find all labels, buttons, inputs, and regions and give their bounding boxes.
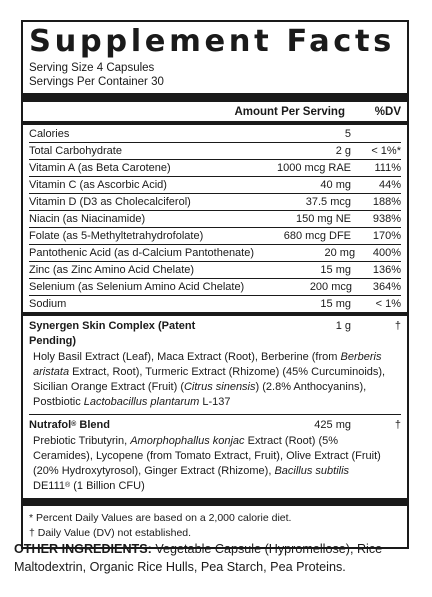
blend-name-suffix: Blend <box>76 419 110 431</box>
nutrient-amount: 15 mg <box>320 298 351 310</box>
nutrient-amount: 1000 mcg RAE <box>277 162 351 174</box>
footer-divider <box>23 498 407 506</box>
nutrient-amount: 15 mg <box>320 264 351 276</box>
blend-amount: 425 mg <box>314 419 351 431</box>
nutrient-row <box>29 227 401 244</box>
nutrient-dv: 400% <box>372 247 401 259</box>
serving-size: Serving Size 4 Capsules <box>29 62 155 74</box>
blend-section <box>29 316 401 498</box>
panel-title: Supplement Facts <box>29 24 395 59</box>
nutrient-dv: < 1%* <box>371 145 401 157</box>
scientific-name: Citrus sinensis <box>183 381 256 393</box>
scientific-name: Lactobacillus plantarum <box>83 396 200 408</box>
scientific-name: Amorphophallus konjac <box>130 435 245 447</box>
nutrient-amount: 40 mg <box>320 179 351 191</box>
nutrient-dv: 938% <box>372 213 401 225</box>
blend-name <box>29 319 241 349</box>
blend-dv: † <box>394 419 401 431</box>
nutrient-name: Pantothenic Acid (as d-Calcium Pantothenate) <box>29 247 255 259</box>
nutrient-name: Niacin (as Niacinamide) <box>29 213 146 225</box>
nutrient-table <box>29 125 401 312</box>
nutrient-row <box>29 261 401 278</box>
blend-amount: 1 g <box>335 320 351 332</box>
ingredient-text: DE111 <box>33 480 66 492</box>
servings-per-container: Servings Per Container 30 <box>29 76 164 88</box>
other-ingredients-label: OTHER INGREDIENTS: <box>14 542 152 556</box>
ingredient-text: Prebiotic Tributyrin, <box>33 435 131 447</box>
ingredient-text: Extract, Root), Turmeric Extract (Rhizome) (45% Curcuminoids), Sicilian Orange Extract (Fruit) ( <box>33 366 386 393</box>
ingredient-text: (1 Billion CFU) <box>70 480 145 492</box>
nutrient-amount: 2 g <box>335 145 351 157</box>
nutrient-amount: 37.5 mcg <box>305 196 351 208</box>
nutrient-row <box>29 278 401 295</box>
nutrient-name: Selenium (as Selenium Amino Acid Chelate) <box>29 281 245 293</box>
footnote-dv-basis: * Percent Daily Values are based on a 2,000 calorie diet. <box>29 512 292 524</box>
nutrient-dv: 44% <box>378 179 401 191</box>
ingredient-text: L-137 <box>199 396 231 408</box>
thick-divider <box>23 93 407 102</box>
nutrient-dv: 111% <box>374 162 401 174</box>
nutrient-name: Zinc (as Zinc Amino Acid Chelate) <box>29 264 195 276</box>
nutrient-row <box>29 159 401 176</box>
ingredient-text: Holy Basil Extract (Leaf), Maca Extract (Root), Berberine (from <box>33 351 341 363</box>
nutrient-row <box>29 142 401 159</box>
nutrient-name: Total Carbohydrate <box>29 145 122 157</box>
nutrient-name: Folate (as 5-Methyltetrahydrofolate) <box>29 230 204 242</box>
blend-name-text: Synergen Skin Complex (Patent Pending) <box>29 320 196 347</box>
nutrient-row <box>29 244 401 261</box>
nutrient-amount: 20 mg <box>324 247 356 259</box>
nutrient-row <box>29 176 401 193</box>
scientific-name: Bacillus subtilis <box>274 465 350 477</box>
blend-name-text: Nutrafol <box>29 419 72 431</box>
dv-header: %DV <box>374 105 401 118</box>
nutrient-dv: 170% <box>372 230 401 242</box>
nutrient-dv: < 1% <box>375 298 401 310</box>
column-header <box>29 102 401 121</box>
nutrient-dv: 136% <box>372 264 401 276</box>
nutrient-name: Calories <box>29 127 70 140</box>
footnote-dv-not-established: † Daily Value (DV) not established. <box>29 527 192 539</box>
blend-ingredients <box>29 350 401 410</box>
nutrient-row <box>29 295 401 312</box>
blend-block <box>29 414 401 498</box>
nutrient-amount: 200 mcg <box>309 281 353 293</box>
scientific-name: Berberis aristata <box>33 351 382 378</box>
nutrient-name: Sodium <box>29 298 67 310</box>
nutrient-name: Vitamin A (as Beta Carotene) <box>29 162 171 174</box>
nutrient-row <box>29 193 401 210</box>
nutrient-amount: 150 mg NE <box>295 213 351 225</box>
nutrient-row <box>29 125 401 142</box>
nutrient-name: Vitamin D (D3 as Cholecalciferol) <box>29 196 191 208</box>
other-ingredients-text: Vegetable Capsule (Hypromellose), Rice Maltodextrin, Organic Rice Hulls, Pea Starch, Pea Proteins. <box>14 542 383 574</box>
ingredient-text: ) (2.8% Anthocyanins), Postbiotic <box>33 381 367 408</box>
nutrient-name: Vitamin C (as Ascorbic Acid) <box>29 179 167 191</box>
blend-header <box>29 418 401 433</box>
supplement-facts-panel <box>21 20 409 549</box>
blend-name <box>29 418 241 433</box>
amount-header: Amount Per Serving <box>234 105 345 118</box>
registered-mark: ® <box>71 421 77 428</box>
nutrient-row <box>29 210 401 227</box>
blend-dv: † <box>394 320 401 332</box>
nutrient-amount: 680 mcg DFE <box>283 230 351 242</box>
ingredient-text: Extract (Root) (5% Ceramides), Lycopene (from Tomato Extract, Fruit), Olive Extract (Fruit) (20% Hydroxytyrosol), Ginger Extract (Rhizome), <box>33 435 381 477</box>
nutrient-dv: 188% <box>372 196 401 208</box>
nutrient-dv: 364% <box>372 281 401 293</box>
other-ingredients <box>14 540 418 576</box>
blend-block <box>29 316 401 414</box>
blend-header <box>29 319 401 349</box>
ingredient-text: ® <box>65 482 71 489</box>
blend-ingredients <box>29 434 401 494</box>
nutrient-amount: 5 <box>344 127 351 140</box>
